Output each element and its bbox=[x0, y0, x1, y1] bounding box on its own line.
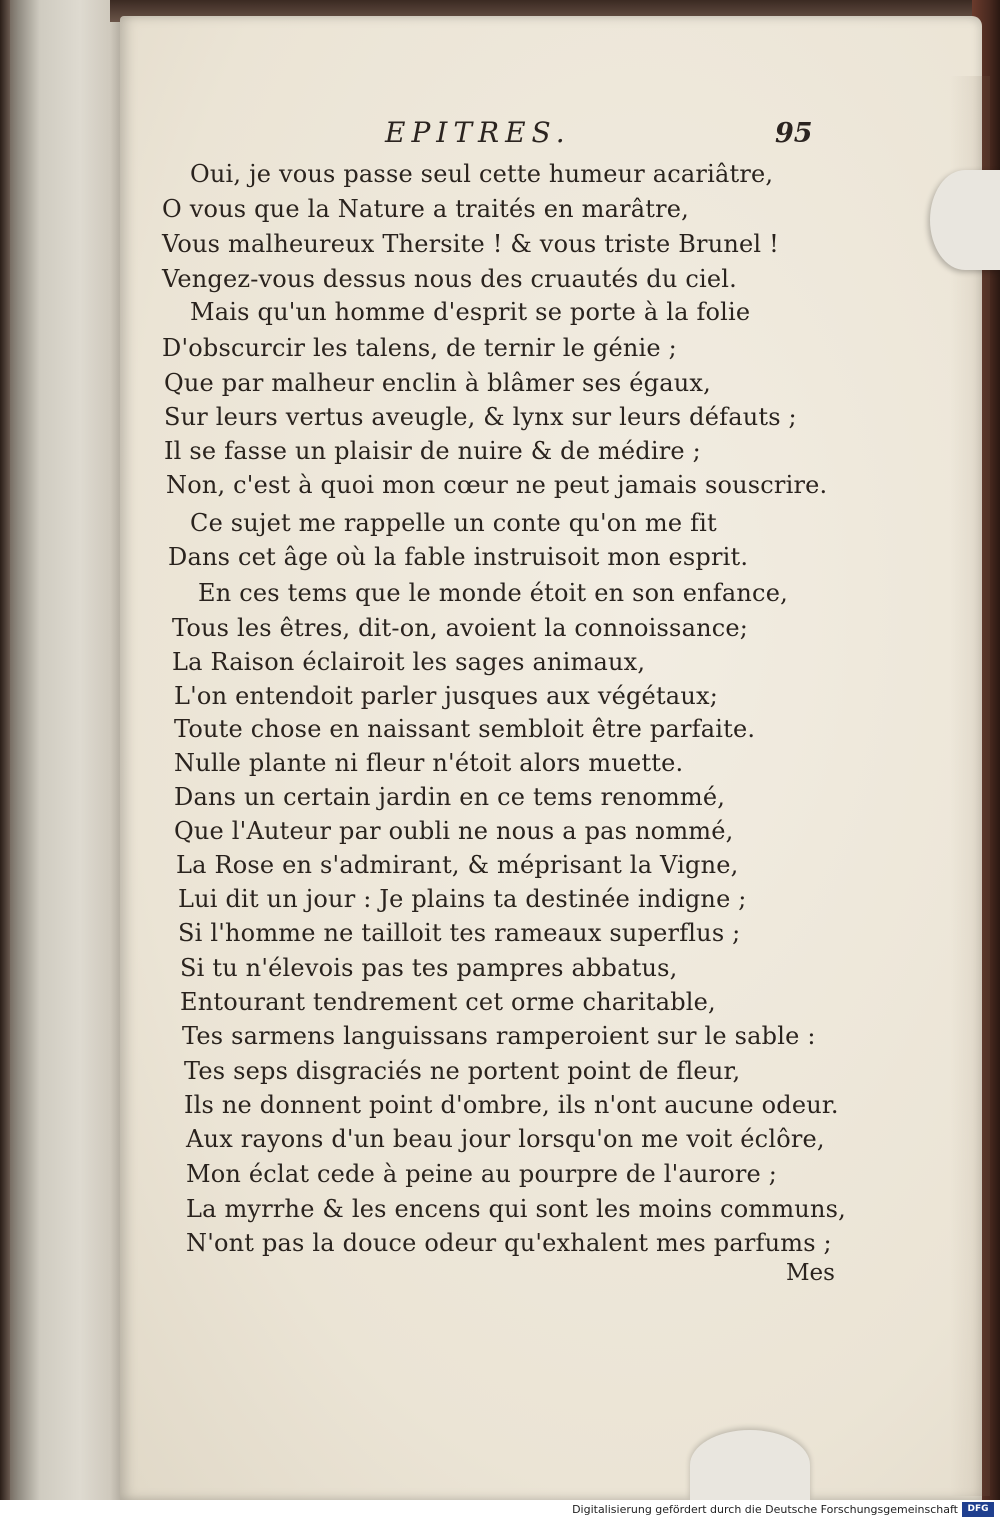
binding-shadow bbox=[0, 0, 10, 1500]
verse-line: La Rose en s'admirant, & méprisant la Vigne, bbox=[176, 851, 739, 879]
verse-line: Tes seps disgraciés ne portent point de fleur, bbox=[184, 1057, 741, 1085]
verse-line: Si l'homme ne tailloit tes rameaux superflus ; bbox=[178, 919, 741, 947]
verse-line: Mon éclat cede à peine au pourpre de l'aurore ; bbox=[186, 1160, 778, 1188]
verse-line: N'ont pas la douce odeur qu'exhalent mes parfums ; bbox=[186, 1229, 832, 1257]
verse-line: Il se fasse un plaisir de nuire & de médire ; bbox=[164, 437, 701, 465]
funding-credit: Digitalisierung gefördert durch die Deutsche Forschungsgemeinschaft bbox=[572, 1503, 958, 1516]
verse-line: Entourant tendrement cet orme charitable, bbox=[180, 988, 716, 1016]
facing-page-edge bbox=[0, 0, 128, 1500]
verse-line: Que l'Auteur par oubli ne nous a pas nommé, bbox=[174, 817, 734, 845]
verse-line: Toute chose en naissant sembloit être parfaite. bbox=[174, 715, 756, 743]
verse-line: Ils ne donnent point d'ombre, ils n'ont aucune odeur. bbox=[184, 1091, 839, 1119]
running-head: EPITRES. bbox=[385, 116, 571, 149]
verse-line: Tous les êtres, dit-on, avoient la connoissance; bbox=[172, 614, 749, 642]
page-clip-bottom bbox=[690, 1430, 810, 1500]
verse-line: D'obscurcir les talens, de ternir le génie ; bbox=[162, 334, 677, 362]
verse-line: Dans un certain jardin en ce tems renommé, bbox=[174, 783, 726, 811]
verse-line: Vengez-vous dessus nous des cruautés du ciel. bbox=[162, 265, 737, 293]
catchword: Mes bbox=[786, 1260, 835, 1286]
verse-line: Aux rayons d'un beau jour lorsqu'on me voit éclôre, bbox=[186, 1125, 825, 1153]
verse-line: Oui, je vous passe seul cette humeur acariâtre, bbox=[190, 160, 774, 188]
verse-line: Si tu n'élevois pas tes pampres abbatus, bbox=[180, 954, 678, 982]
verse-line: Que par malheur enclin à blâmer ses égaux, bbox=[164, 369, 711, 397]
verse-line: Sur leurs vertus aveugle, & lynx sur leurs défauts ; bbox=[164, 403, 797, 431]
page-fore-edge-shade bbox=[950, 76, 990, 1496]
verse-line: Mais qu'un homme d'esprit se porte à la folie bbox=[190, 298, 751, 326]
verse-line: Dans cet âge où la fable instruisoit mon esprit. bbox=[168, 543, 749, 571]
verse-line: O vous que la Nature a traités en marâtre, bbox=[162, 195, 690, 223]
verse-line: Nulle plante ni fleur n'étoit alors muette. bbox=[174, 749, 684, 777]
verse-line: Non, c'est à quoi mon cœur ne peut jamais souscrire. bbox=[166, 471, 828, 499]
verse-line: L'on entendoit parler jusques aux végétaux; bbox=[174, 682, 718, 710]
dfg-logo-icon: DFG bbox=[962, 1502, 994, 1517]
verse-line: Ce sujet me rappelle un conte qu'on me fit bbox=[190, 509, 717, 537]
page-clip bbox=[930, 170, 1000, 270]
verse-line: La myrrhe & les encens qui sont les moins communs, bbox=[186, 1195, 846, 1223]
verse-line: Tes sarmens languissans ramperoient sur le sable : bbox=[182, 1022, 816, 1050]
footer-bar bbox=[0, 1500, 1000, 1520]
page-number: 95 bbox=[775, 118, 813, 149]
verse-line: La Raison éclairoit les sages animaux, bbox=[172, 648, 646, 676]
verse-line: Vous malheureux Thersite ! & vous triste Brunel ! bbox=[162, 230, 779, 258]
verse-line: Lui dit un jour : Je plains ta destinée indigne ; bbox=[178, 885, 747, 913]
verse-line: En ces tems que le monde étoit en son enfance, bbox=[198, 579, 788, 607]
